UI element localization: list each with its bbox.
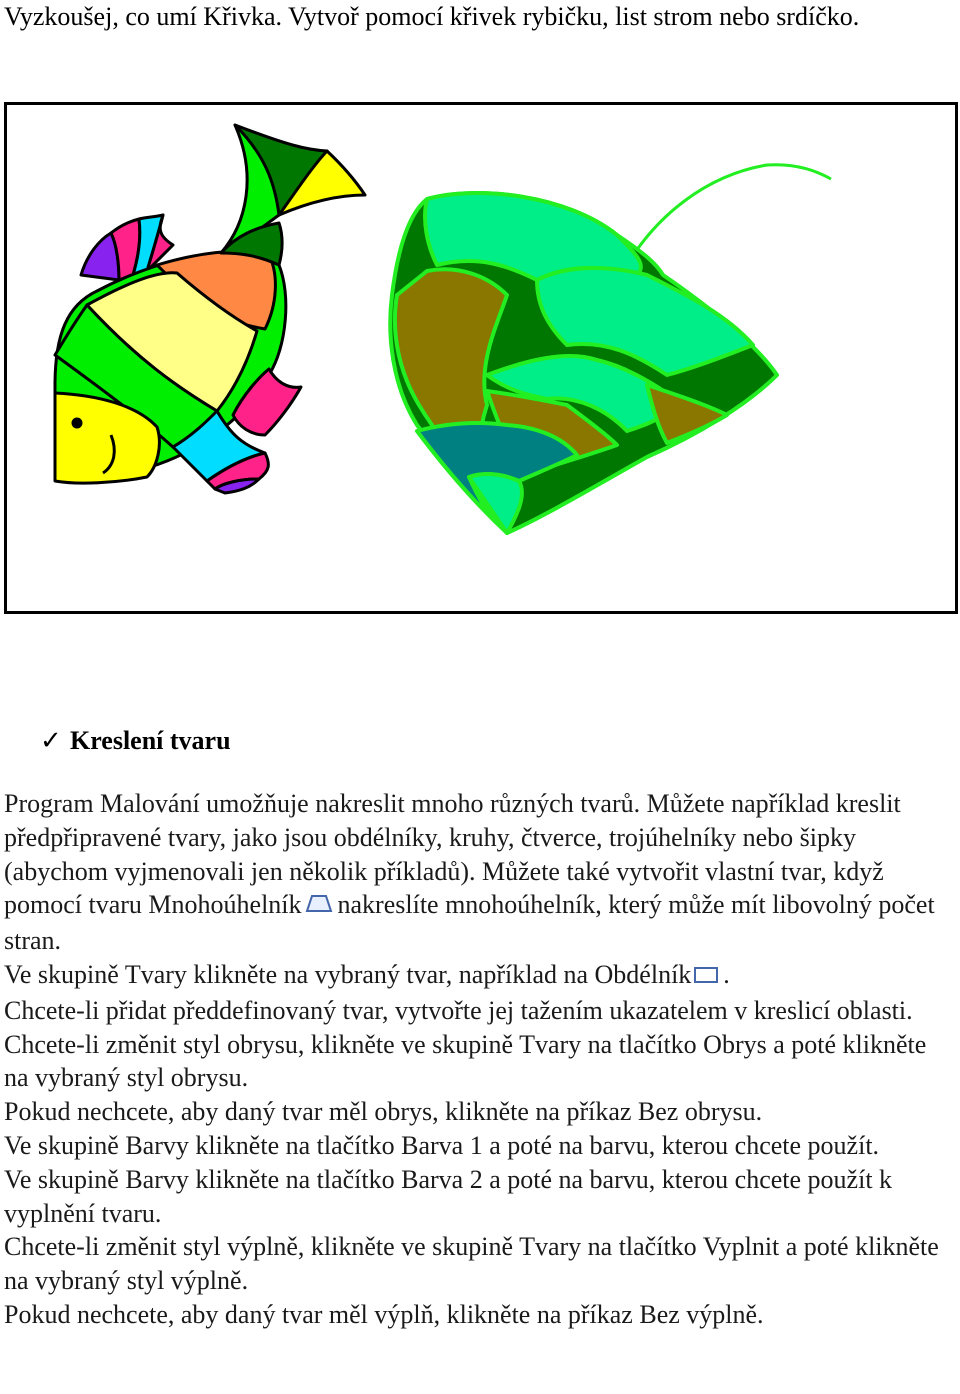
fish-drawing xyxy=(55,125,365,493)
paragraph-2-text: Ve skupině Tvary klikněte na vybraný tvar, například na Obdélník xyxy=(4,959,692,989)
body-text xyxy=(4,787,956,1332)
paragraph-1 xyxy=(4,787,956,958)
paragraph-8: Chcete-li změnit styl výplně, klikněte ve skupině Tvary na tlačítko Vyplnit a poté klikněte na vybraný styl výplně. xyxy=(4,1232,939,1296)
section-heading xyxy=(40,724,231,758)
leaf-stem xyxy=(627,165,831,265)
intro-text: Vyzkoušej, co umí Křivka. Vytvoř pomocí křivek rybičku, list strom nebo srdíčko. xyxy=(4,2,860,31)
drawing-canvas xyxy=(7,105,955,611)
drawing-frame xyxy=(4,102,958,614)
paragraph-3: Chcete-li přidat předdefinovaný tvar, vytvořte jej tažením ukazatelem v kreslicí oblasti. xyxy=(4,995,913,1025)
paragraph-4: Chcete-li změnit styl obrysu, klikněte ve skupině Tvary na tlačítko Obrys a poté klikněte na vybraný styl obrysu. xyxy=(4,1029,927,1093)
leaf-drawing xyxy=(390,165,831,533)
rectangle-icon xyxy=(693,960,719,994)
paragraph-6: Ve skupině Barvy klikněte na tlačítko Barva 1 a poté na barvu, kterou chcete použít. xyxy=(4,1130,880,1160)
check-icon: ✓ xyxy=(40,726,62,755)
paragraph-1-text: Program Malování umožňuje nakreslit mnoho různých tvarů. Můžete například kreslit předpřipravené tvary, jako jsou obdélníky, kruhy, čtverce, trojúhelníky nebo šipky (abychom vyjmenovali jen několik příkladů). Můžete také vytvořit vlastní tvar, když pomocí tvaru Mnohoúhelník xyxy=(4,789,901,920)
paragraph-1-text-end: nakreslíte mnohoúhelník, který může mít libovolný počet stran. xyxy=(4,890,935,956)
paragraph-9: Pokud nechcete, aby daný tvar měl výplň, klikněte na příkaz Bez výplně. xyxy=(4,1299,764,1329)
polygon-icon xyxy=(304,890,334,924)
paragraph-2 xyxy=(4,958,956,994)
section-heading-text: Kreslení tvaru xyxy=(70,726,231,755)
paragraph-7: Ve skupině Barvy klikněte na tlačítko Barva 2 a poté na barvu, kterou chcete použít k vyplnění tvaru. xyxy=(4,1164,893,1228)
fish-eye xyxy=(73,419,81,427)
paragraph-2-text-end: . xyxy=(723,959,730,989)
paragraph-5: Pokud nechcete, aby daný tvar měl obrys, klikněte na příkaz Bez obrysu. xyxy=(4,1097,763,1127)
